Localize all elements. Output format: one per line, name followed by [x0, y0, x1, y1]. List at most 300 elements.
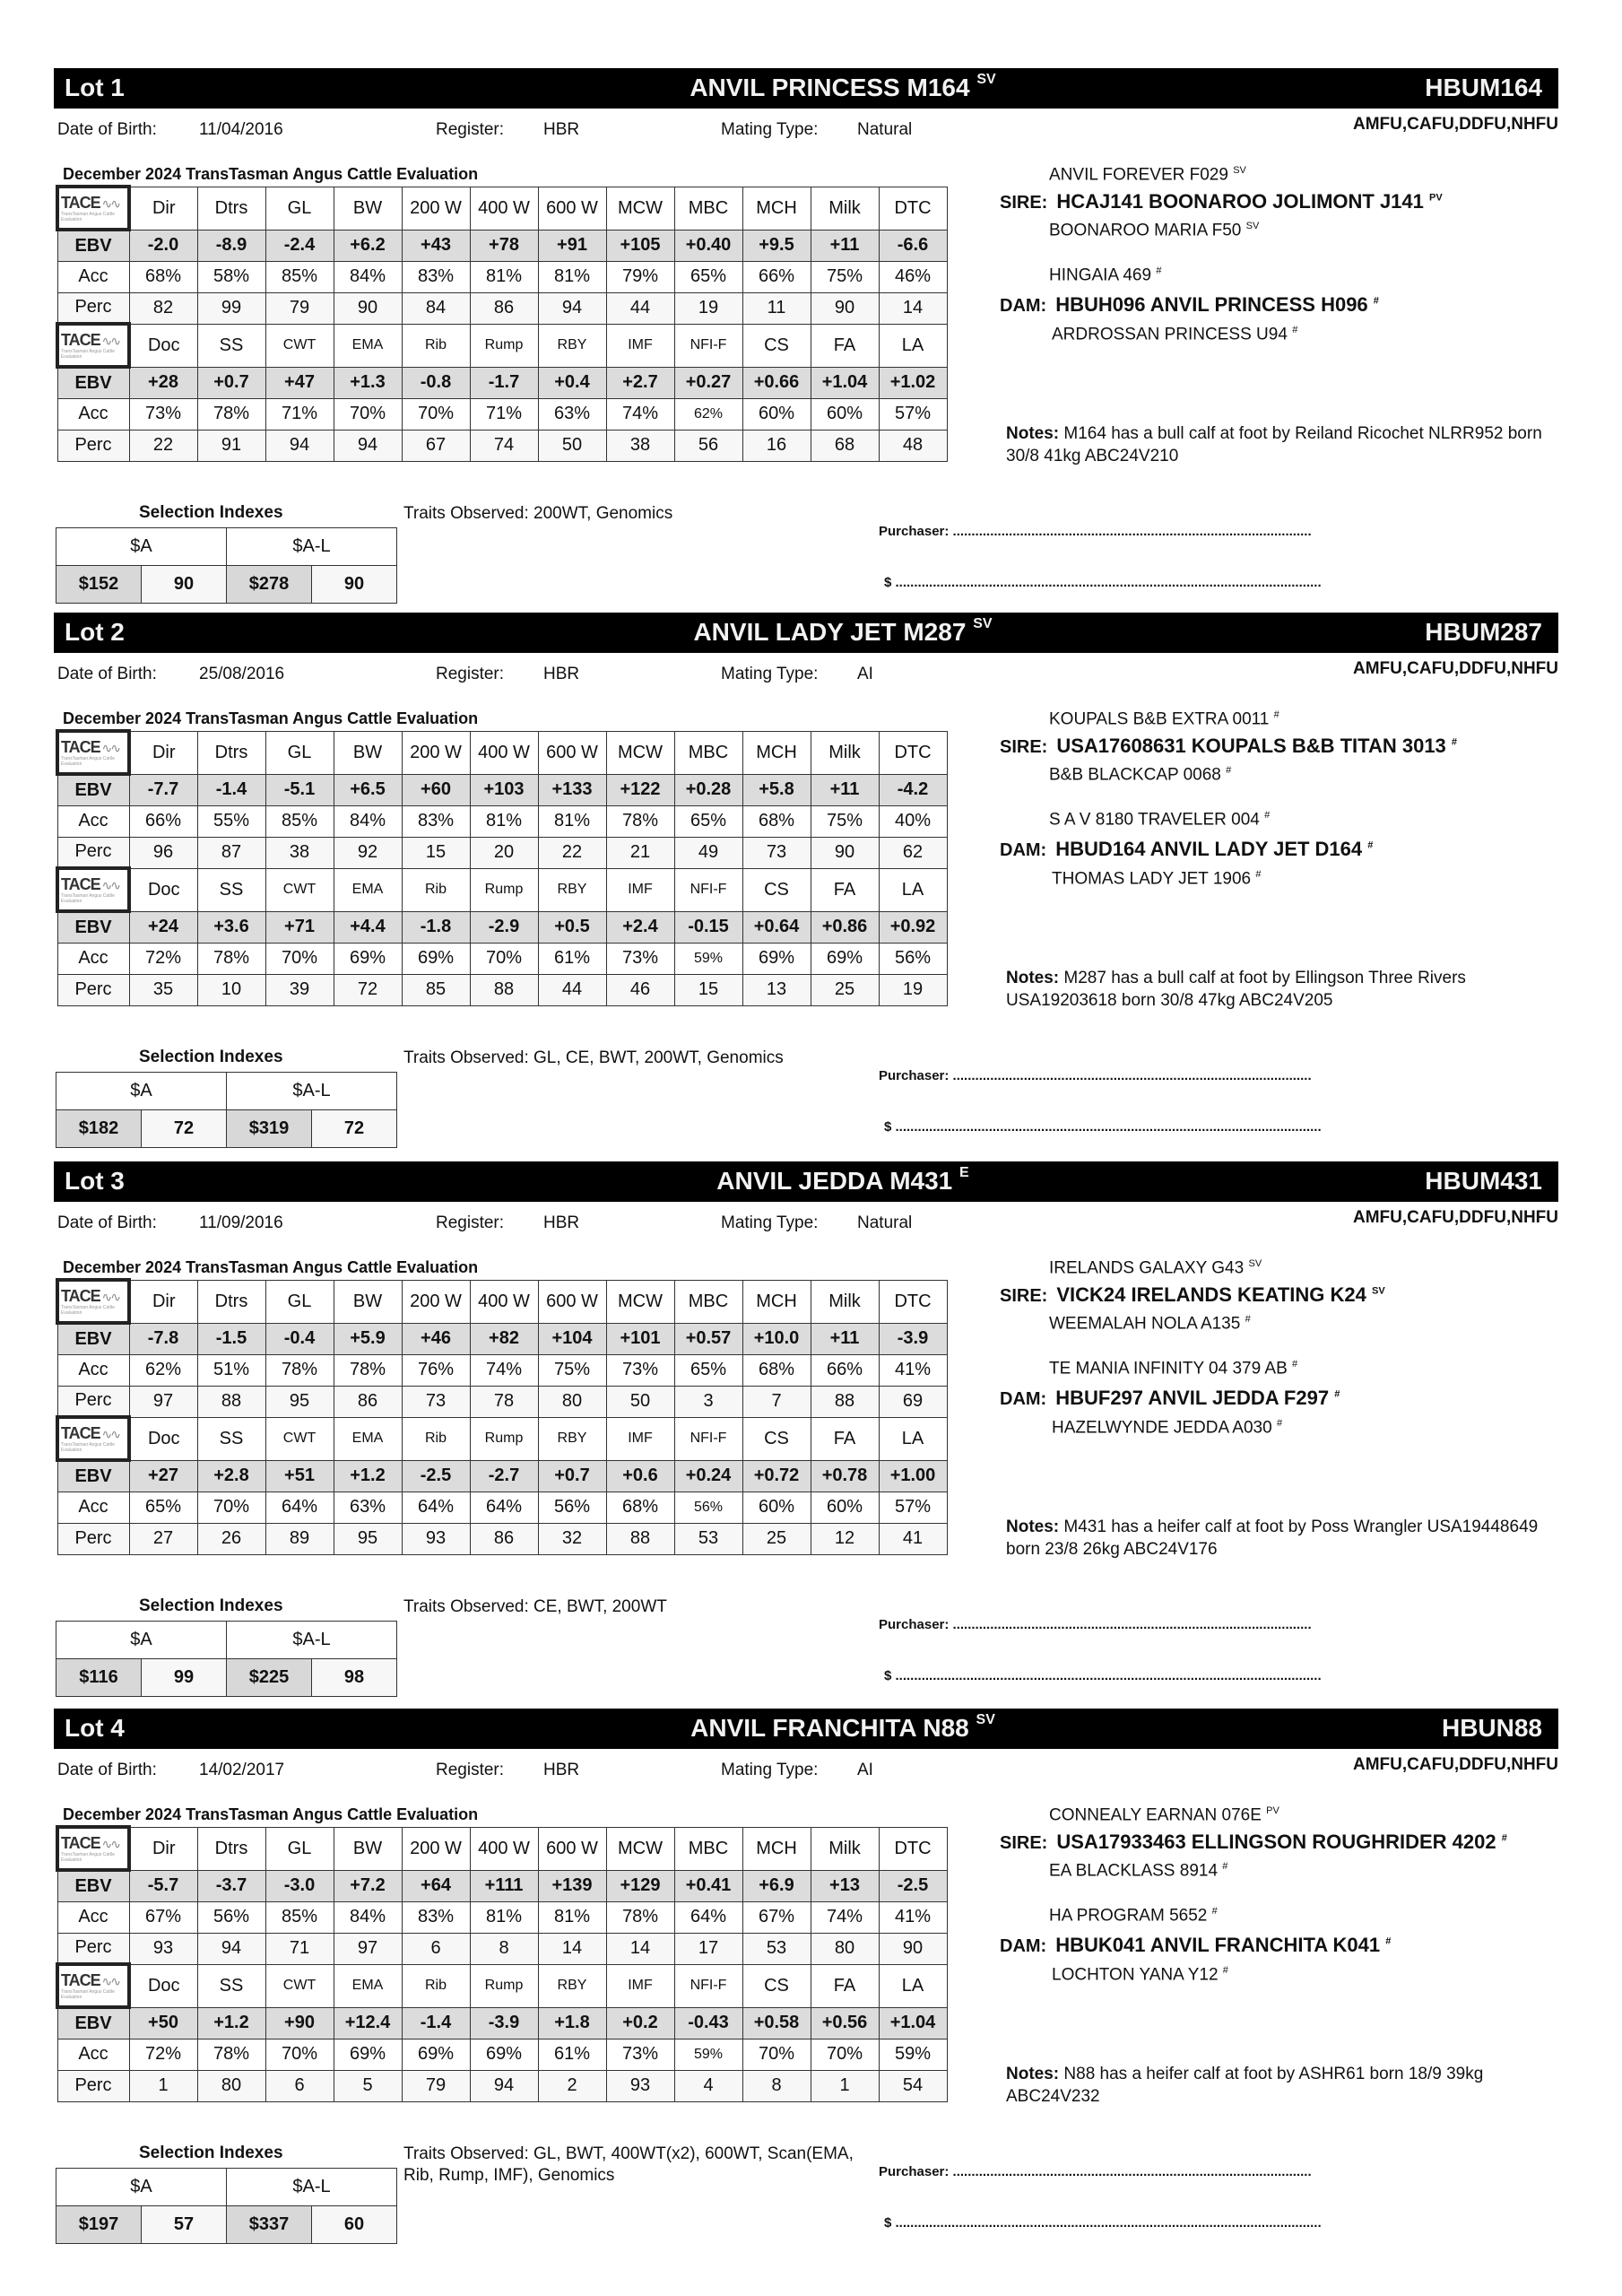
perc-cell: 6: [265, 2070, 334, 2101]
perc-cell: 26: [197, 1523, 265, 1554]
perc-cell: 39: [265, 974, 334, 1005]
acc-cell: 73%: [606, 1354, 674, 1386]
trait-header: Rump: [470, 1417, 538, 1460]
acc-cell: 69%: [334, 2039, 402, 2070]
acc-cell: 62%: [674, 398, 742, 430]
ebv-cell: +1.2: [197, 2007, 265, 2039]
ebv-cell: -6.6: [879, 230, 947, 261]
index-a-value: $116: [56, 1659, 142, 1697]
lot-header-bar: [54, 1709, 1558, 1749]
sire-dam-name: B&B BLACKCAP 0068: [1049, 765, 1221, 785]
dob-value: 11/09/2016: [199, 1213, 283, 1232]
row-label: Perc: [57, 974, 129, 1005]
sire-dam: [1049, 1861, 1227, 1881]
sire: [1000, 190, 1443, 213]
sire-name: VICK24 IRELANDS KEATING K24: [1056, 1283, 1366, 1306]
register-label: Register:: [436, 120, 505, 139]
acc-cell: 74%: [606, 398, 674, 430]
tace-logo-icon: [61, 876, 126, 893]
sire: [1000, 1831, 1507, 1854]
ebv-cell: +0.92: [879, 911, 947, 943]
acc-cell: 64%: [674, 1901, 742, 1933]
perc-cell: 22: [538, 837, 606, 868]
trait-header: 400 W: [470, 1827, 538, 1870]
evaluation-title: December 2024 TransTasman Angus Cattle Evaluation: [63, 709, 479, 727]
animal-name: [574, 71, 1112, 102]
mating-type-value: AI: [857, 1761, 873, 1779]
trait-header: Dtrs: [197, 1280, 265, 1323]
tace-logo-text: TACE: [61, 737, 100, 756]
index-a-percentile: 90: [142, 566, 227, 604]
acc-cell: 57%: [879, 398, 947, 430]
perc-row: [57, 430, 947, 461]
acc-cell: 70%: [197, 1492, 265, 1523]
purchaser-field[interactable]: [879, 524, 1312, 539]
trait-header: FA: [811, 324, 879, 367]
price-field[interactable]: [884, 2215, 1322, 2231]
price-label: $: [884, 2215, 892, 2231]
row-label: Acc: [57, 1354, 129, 1386]
ebv-row: [57, 367, 947, 398]
trait-header: Rump: [470, 324, 538, 367]
ebv-cell: +0.24: [674, 1460, 742, 1492]
price-field[interactable]: [884, 1668, 1322, 1683]
perc-cell: 8: [470, 1933, 538, 1964]
notes-text: M287 has a bull calf at foot by Ellingson Three Rivers USA19203618 born 30/8 47kg ABC24V205: [1006, 969, 1466, 1010]
row-label: Perc: [57, 1933, 129, 1964]
purchaser-line[interactable]: ................................................................................................: [952, 2164, 1312, 2179]
acc-cell: 78%: [265, 1354, 334, 1386]
register-value: HBR: [543, 120, 580, 139]
lot-header-bar: [54, 1161, 1558, 1202]
perc-cell: 71: [265, 1933, 334, 1964]
ebv-cell: -1.7: [470, 367, 538, 398]
ebv-cell: +0.4: [538, 367, 606, 398]
dam-sire-name: S A V 8180 TRAVELER 004: [1049, 810, 1260, 830]
trait-header: GL: [265, 731, 334, 774]
ebv-table: [56, 185, 948, 462]
trait-header: 600 W: [538, 187, 606, 230]
purchaser-label: Purchaser:: [879, 2164, 950, 2179]
dam-sire-status: #: [1211, 1906, 1218, 1917]
trait-header: NFI-F: [674, 1964, 742, 2007]
trait-header: DTC: [879, 1280, 947, 1323]
notes: [1006, 2063, 1571, 2108]
acc-cell: 74%: [811, 1901, 879, 1933]
sire-status: PV: [1429, 192, 1443, 204]
acc-cell: 71%: [265, 398, 334, 430]
row-label: Acc: [57, 398, 129, 430]
perc-cell: 97: [334, 1933, 402, 1964]
ebv-cell: +43: [402, 230, 470, 261]
acc-cell: 60%: [811, 1492, 879, 1523]
sire-dam-status: #: [1226, 765, 1232, 776]
purchaser-field[interactable]: [879, 1068, 1312, 1083]
tace-logo-subtext: TransTasman Angus Cattle Evaluation: [61, 755, 115, 767]
ebv-cell: +0.27: [674, 367, 742, 398]
tace-logo-subtext: TransTasman Angus Cattle Evaluation: [61, 1851, 115, 1863]
acc-row: [57, 261, 947, 292]
acc-cell: 66%: [811, 1354, 879, 1386]
mating-type-label: Mating Type:: [721, 120, 819, 139]
sire-dam: [1049, 1314, 1251, 1334]
perc-cell: 94: [538, 292, 606, 324]
trait-header: 200 W: [402, 731, 470, 774]
ebv-cell: -0.4: [265, 1323, 334, 1354]
info-row: [57, 1213, 1555, 1237]
index-a-value: $152: [56, 566, 142, 604]
dna-wave-icon: ∿∿: [100, 196, 120, 211]
index-a-percentile: 72: [142, 1110, 227, 1148]
dam-dam: [1052, 1418, 1282, 1438]
trait-header: Rib: [402, 1964, 470, 2007]
sire-dam: [1049, 765, 1231, 785]
price-field[interactable]: [884, 1119, 1322, 1135]
perc-row: [57, 292, 947, 324]
acc-cell: 58%: [197, 261, 265, 292]
trait-header: Milk: [811, 1280, 879, 1323]
dam-label: DAM:: [1000, 1936, 1047, 1956]
acc-cell: 78%: [334, 1354, 402, 1386]
ebv-cell: +78: [470, 230, 538, 261]
perc-cell: 6: [402, 1933, 470, 1964]
acc-row: [57, 2039, 947, 2070]
price-line[interactable]: ..................................................................................................................: [895, 1668, 1322, 1683]
lot-header-bar: [54, 68, 1558, 109]
trait-header: Milk: [811, 731, 879, 774]
animal-name: [574, 1164, 1112, 1196]
ebv-cell: +47: [265, 367, 334, 398]
tace-logo-subtext: TransTasman Angus Cattle Evaluation: [61, 348, 115, 360]
acc-row: [57, 1492, 947, 1523]
perc-cell: 14: [879, 292, 947, 324]
trait-header: CWT: [265, 324, 334, 367]
trait-header-row: [57, 187, 947, 230]
perc-cell: 80: [811, 1933, 879, 1964]
trait-header: Doc: [129, 868, 197, 911]
acc-row: [57, 805, 947, 837]
tace-logo: [57, 868, 129, 911]
trait-header: 600 W: [538, 1827, 606, 1870]
perc-cell: 79: [402, 2070, 470, 2101]
acc-cell: 83%: [402, 805, 470, 837]
ebv-cell: +0.72: [742, 1460, 811, 1492]
ebv-cell: +5.9: [334, 1323, 402, 1354]
selection-indexes-table: [56, 2168, 397, 2244]
perc-cell: 10: [197, 974, 265, 1005]
lot-number: Lot 1: [65, 74, 125, 101]
perc-cell: 48: [879, 430, 947, 461]
perc-cell: 73: [402, 1386, 470, 1417]
trait-header: NFI-F: [674, 324, 742, 367]
ebv-cell: -5.7: [129, 1870, 197, 1901]
acc-cell: 81%: [470, 261, 538, 292]
trait-header: IMF: [606, 1417, 674, 1460]
perc-cell: 88: [606, 1523, 674, 1554]
acc-cell: 57%: [879, 1492, 947, 1523]
perc-cell: 85: [402, 974, 470, 1005]
trait-header: FA: [811, 1417, 879, 1460]
sire: [1000, 1283, 1385, 1307]
dam-dam-status: #: [1292, 325, 1298, 335]
info-row: [57, 665, 1555, 688]
trait-header: IMF: [606, 868, 674, 911]
row-label: Perc: [57, 1386, 129, 1417]
trait-header: MCW: [606, 187, 674, 230]
perc-row: [57, 2070, 947, 2101]
trait-header: MCW: [606, 1827, 674, 1870]
sire-sire: [1049, 165, 1246, 185]
sire-sire-name: ANVIL FOREVER F029: [1049, 165, 1228, 185]
trait-header: Rib: [402, 868, 470, 911]
ebv-cell: +28: [129, 367, 197, 398]
trait-header: LA: [879, 868, 947, 911]
sire-dam-name: EA BLACKLASS 8914: [1049, 1861, 1219, 1881]
trait-header: SS: [197, 1417, 265, 1460]
trait-header: BW: [334, 1827, 402, 1870]
animal-id: HBUN88: [1441, 1714, 1542, 1742]
trait-header: CS: [742, 1964, 811, 2007]
animal-name-suffix: SV: [973, 615, 993, 631]
notes-text: N88 has a heifer calf at foot by ASHR61 born 18/9 39kg ABC24V232: [1006, 2065, 1484, 2106]
dna-wave-icon: ∿∿: [100, 1836, 120, 1851]
perc-cell: 38: [265, 837, 334, 868]
price-line[interactable]: ..................................................................................................................: [895, 1119, 1322, 1135]
purchaser-line[interactable]: ................................................................................................: [952, 524, 1312, 539]
perc-cell: 69: [879, 1386, 947, 1417]
index-a-percentile: 57: [142, 2206, 227, 2244]
dam-dam-name: ARDROSSAN PRINCESS U94: [1052, 325, 1288, 344]
selection-indexes-table: [56, 527, 397, 604]
perc-row: [57, 1933, 947, 1964]
acc-row: [57, 1354, 947, 1386]
purchaser-field[interactable]: [879, 2164, 1312, 2179]
selection-indexes-title: Selection Indexes: [139, 2144, 283, 2162]
perc-cell: 95: [334, 1523, 402, 1554]
register-value: HBR: [543, 1213, 580, 1232]
trait-header: MCW: [606, 1280, 674, 1323]
trait-header: IMF: [606, 1964, 674, 2007]
acc-cell: 56%: [879, 943, 947, 974]
ebv-cell: +6.9: [742, 1870, 811, 1901]
trait-header: FA: [811, 868, 879, 911]
trait-header-row: [57, 324, 947, 367]
trait-header: LA: [879, 1417, 947, 1460]
purchaser-line[interactable]: ................................................................................................: [952, 1617, 1312, 1632]
ebv-cell: +5.8: [742, 774, 811, 805]
trait-header: CS: [742, 1417, 811, 1460]
ebv-cell: +50: [129, 2007, 197, 2039]
ebv-cell: +6.5: [334, 774, 402, 805]
trait-header-row: [57, 1417, 947, 1460]
tace-logo-icon: [61, 1972, 126, 1989]
acc-cell: 67%: [129, 1901, 197, 1933]
tace-logo-icon: [61, 195, 126, 212]
animal-name: [574, 1711, 1112, 1743]
perc-cell: 4: [674, 2070, 742, 2101]
perc-cell: 74: [470, 430, 538, 461]
acc-cell: 70%: [265, 2039, 334, 2070]
genetic-conditions: AMFU,CAFU,DDFU,NHFU: [1352, 659, 1558, 678]
dna-wave-icon: ∿∿: [100, 333, 120, 348]
dna-wave-icon: ∿∿: [100, 1426, 120, 1441]
perc-cell: 89: [265, 1523, 334, 1554]
lot-number: Lot 3: [65, 1167, 125, 1195]
perc-cell: 22: [129, 430, 197, 461]
row-label: EBV: [57, 1323, 129, 1354]
trait-header: Dir: [129, 1827, 197, 1870]
acc-cell: 60%: [742, 1492, 811, 1523]
tace-logo: [57, 1417, 129, 1460]
notes: [1006, 422, 1571, 467]
perc-cell: 73: [742, 837, 811, 868]
ebv-cell: -8.9: [197, 230, 265, 261]
trait-header: Dir: [129, 1280, 197, 1323]
ebv-cell: +51: [265, 1460, 334, 1492]
dam-sire: [1049, 1359, 1297, 1378]
row-label: Perc: [57, 430, 129, 461]
traits-observed: Traits Observed: GL, BWT, 400WT(x2), 600WT, Scan(EMA, Rib, Rump, IMF), Genomics: [403, 2144, 854, 2185]
dob-label: Date of Birth:: [57, 1213, 157, 1232]
ebv-cell: +1.04: [811, 367, 879, 398]
trait-header: MBC: [674, 187, 742, 230]
price-field[interactable]: [884, 575, 1322, 590]
perc-cell: 16: [742, 430, 811, 461]
mating-type-label: Mating Type:: [721, 665, 819, 683]
dam-sire-name: HINGAIA 469: [1049, 265, 1152, 285]
dam-label: DAM:: [1000, 840, 1047, 860]
ebv-row: [57, 230, 947, 261]
dam-sire: [1049, 810, 1270, 830]
tace-logo: [57, 324, 129, 367]
trait-header: CWT: [265, 868, 334, 911]
trait-header: SS: [197, 1964, 265, 2007]
acc-cell: 69%: [334, 943, 402, 974]
ebv-cell: -5.1: [265, 774, 334, 805]
perc-row: [57, 837, 947, 868]
ebv-cell: -1.4: [197, 774, 265, 805]
perc-cell: 99: [197, 292, 265, 324]
trait-header: Rump: [470, 1964, 538, 2007]
ebv-cell: +0.64: [742, 911, 811, 943]
price-line[interactable]: ..................................................................................................................: [895, 575, 1322, 590]
price-line[interactable]: ..................................................................................................................: [895, 2215, 1322, 2231]
acc-cell: 79%: [606, 261, 674, 292]
row-label: EBV: [57, 1460, 129, 1492]
mating-type-label: Mating Type:: [721, 1213, 819, 1232]
acc-cell: 41%: [879, 1354, 947, 1386]
selection-indexes-table: [56, 1072, 397, 1148]
ebv-cell: +27: [129, 1460, 197, 1492]
perc-row: [57, 1523, 947, 1554]
row-label: EBV: [57, 367, 129, 398]
acc-cell: 51%: [197, 1354, 265, 1386]
tace-logo: [57, 1280, 129, 1323]
row-label: EBV: [57, 230, 129, 261]
trait-header-row: [57, 868, 947, 911]
dam-dam: [1052, 869, 1262, 889]
acc-cell: 59%: [674, 2039, 742, 2070]
dna-wave-icon: ∿∿: [100, 1289, 120, 1304]
perc-cell: 46: [606, 974, 674, 1005]
acc-cell: 84%: [334, 805, 402, 837]
trait-header: MCW: [606, 731, 674, 774]
trait-header: MBC: [674, 731, 742, 774]
dam-name: HBUH096 ANVIL PRINCESS H096: [1055, 293, 1368, 316]
trait-header: 200 W: [402, 1280, 470, 1323]
dob-value: 11/04/2016: [199, 120, 283, 139]
selection-indexes-table: [56, 1621, 397, 1697]
acc-cell: 65%: [674, 1354, 742, 1386]
ebv-cell: -7.8: [129, 1323, 197, 1354]
trait-header: Rib: [402, 1417, 470, 1460]
ebv-cell: +129: [606, 1870, 674, 1901]
trait-header-row: [57, 1827, 947, 1870]
tace-logo: [57, 1827, 129, 1870]
trait-header: MCH: [742, 1827, 811, 1870]
genetic-conditions: AMFU,CAFU,DDFU,NHFU: [1352, 115, 1558, 134]
acc-row: [57, 398, 947, 430]
perc-cell: 88: [470, 974, 538, 1005]
acc-cell: 75%: [811, 805, 879, 837]
purchaser-field[interactable]: [879, 1617, 1312, 1632]
purchaser-line[interactable]: ................................................................................................: [952, 1068, 1312, 1083]
tace-logo: [57, 1964, 129, 2007]
perc-cell: 15: [402, 837, 470, 868]
row-label: EBV: [57, 774, 129, 805]
perc-cell: 67: [402, 430, 470, 461]
perc-cell: 13: [742, 974, 811, 1005]
mating-type-label: Mating Type:: [721, 1761, 819, 1779]
perc-cell: 3: [674, 1386, 742, 1417]
row-label: Perc: [57, 1523, 129, 1554]
dam-dam: [1052, 1965, 1228, 1985]
ebv-cell: -4.2: [879, 774, 947, 805]
sire: [1000, 735, 1457, 758]
dam-dam-name: HAZELWYNDE JEDDA A030: [1052, 1418, 1272, 1438]
notes-label: Notes:: [1006, 1518, 1060, 1536]
acc-cell: 81%: [538, 1901, 606, 1933]
row-label: EBV: [57, 2007, 129, 2039]
perc-cell: 56: [674, 430, 742, 461]
row-label: Acc: [57, 1492, 129, 1523]
ebv-cell: +104: [538, 1323, 606, 1354]
sire-label: SIRE:: [1000, 1286, 1048, 1306]
tace-logo-icon: [61, 1835, 126, 1852]
perc-cell: 90: [879, 1933, 947, 1964]
trait-header: CWT: [265, 1964, 334, 2007]
selection-indexes-title: Selection Indexes: [139, 1596, 283, 1615]
info-row: [57, 120, 1555, 144]
dob-label: Date of Birth:: [57, 665, 157, 683]
sire-sire: [1049, 709, 1279, 729]
ebv-cell: +1.02: [879, 367, 947, 398]
perc-cell: 88: [197, 1386, 265, 1417]
mating-type-value: Natural: [857, 1213, 913, 1232]
trait-header: DTC: [879, 731, 947, 774]
traits-observed: Traits Observed: GL, CE, BWT, 200WT, Genomics: [403, 1048, 784, 1067]
notes: [1006, 967, 1571, 1012]
ebv-cell: +103: [470, 774, 538, 805]
ebv-cell: +60: [402, 774, 470, 805]
acc-cell: 46%: [879, 261, 947, 292]
trait-header: Doc: [129, 1964, 197, 2007]
dam: [1000, 838, 1373, 861]
perc-row: [57, 1386, 947, 1417]
trait-header: GL: [265, 1827, 334, 1870]
dam-dam-name: THOMAS LADY JET 1906: [1052, 869, 1252, 889]
acc-cell: 56%: [674, 1492, 742, 1523]
